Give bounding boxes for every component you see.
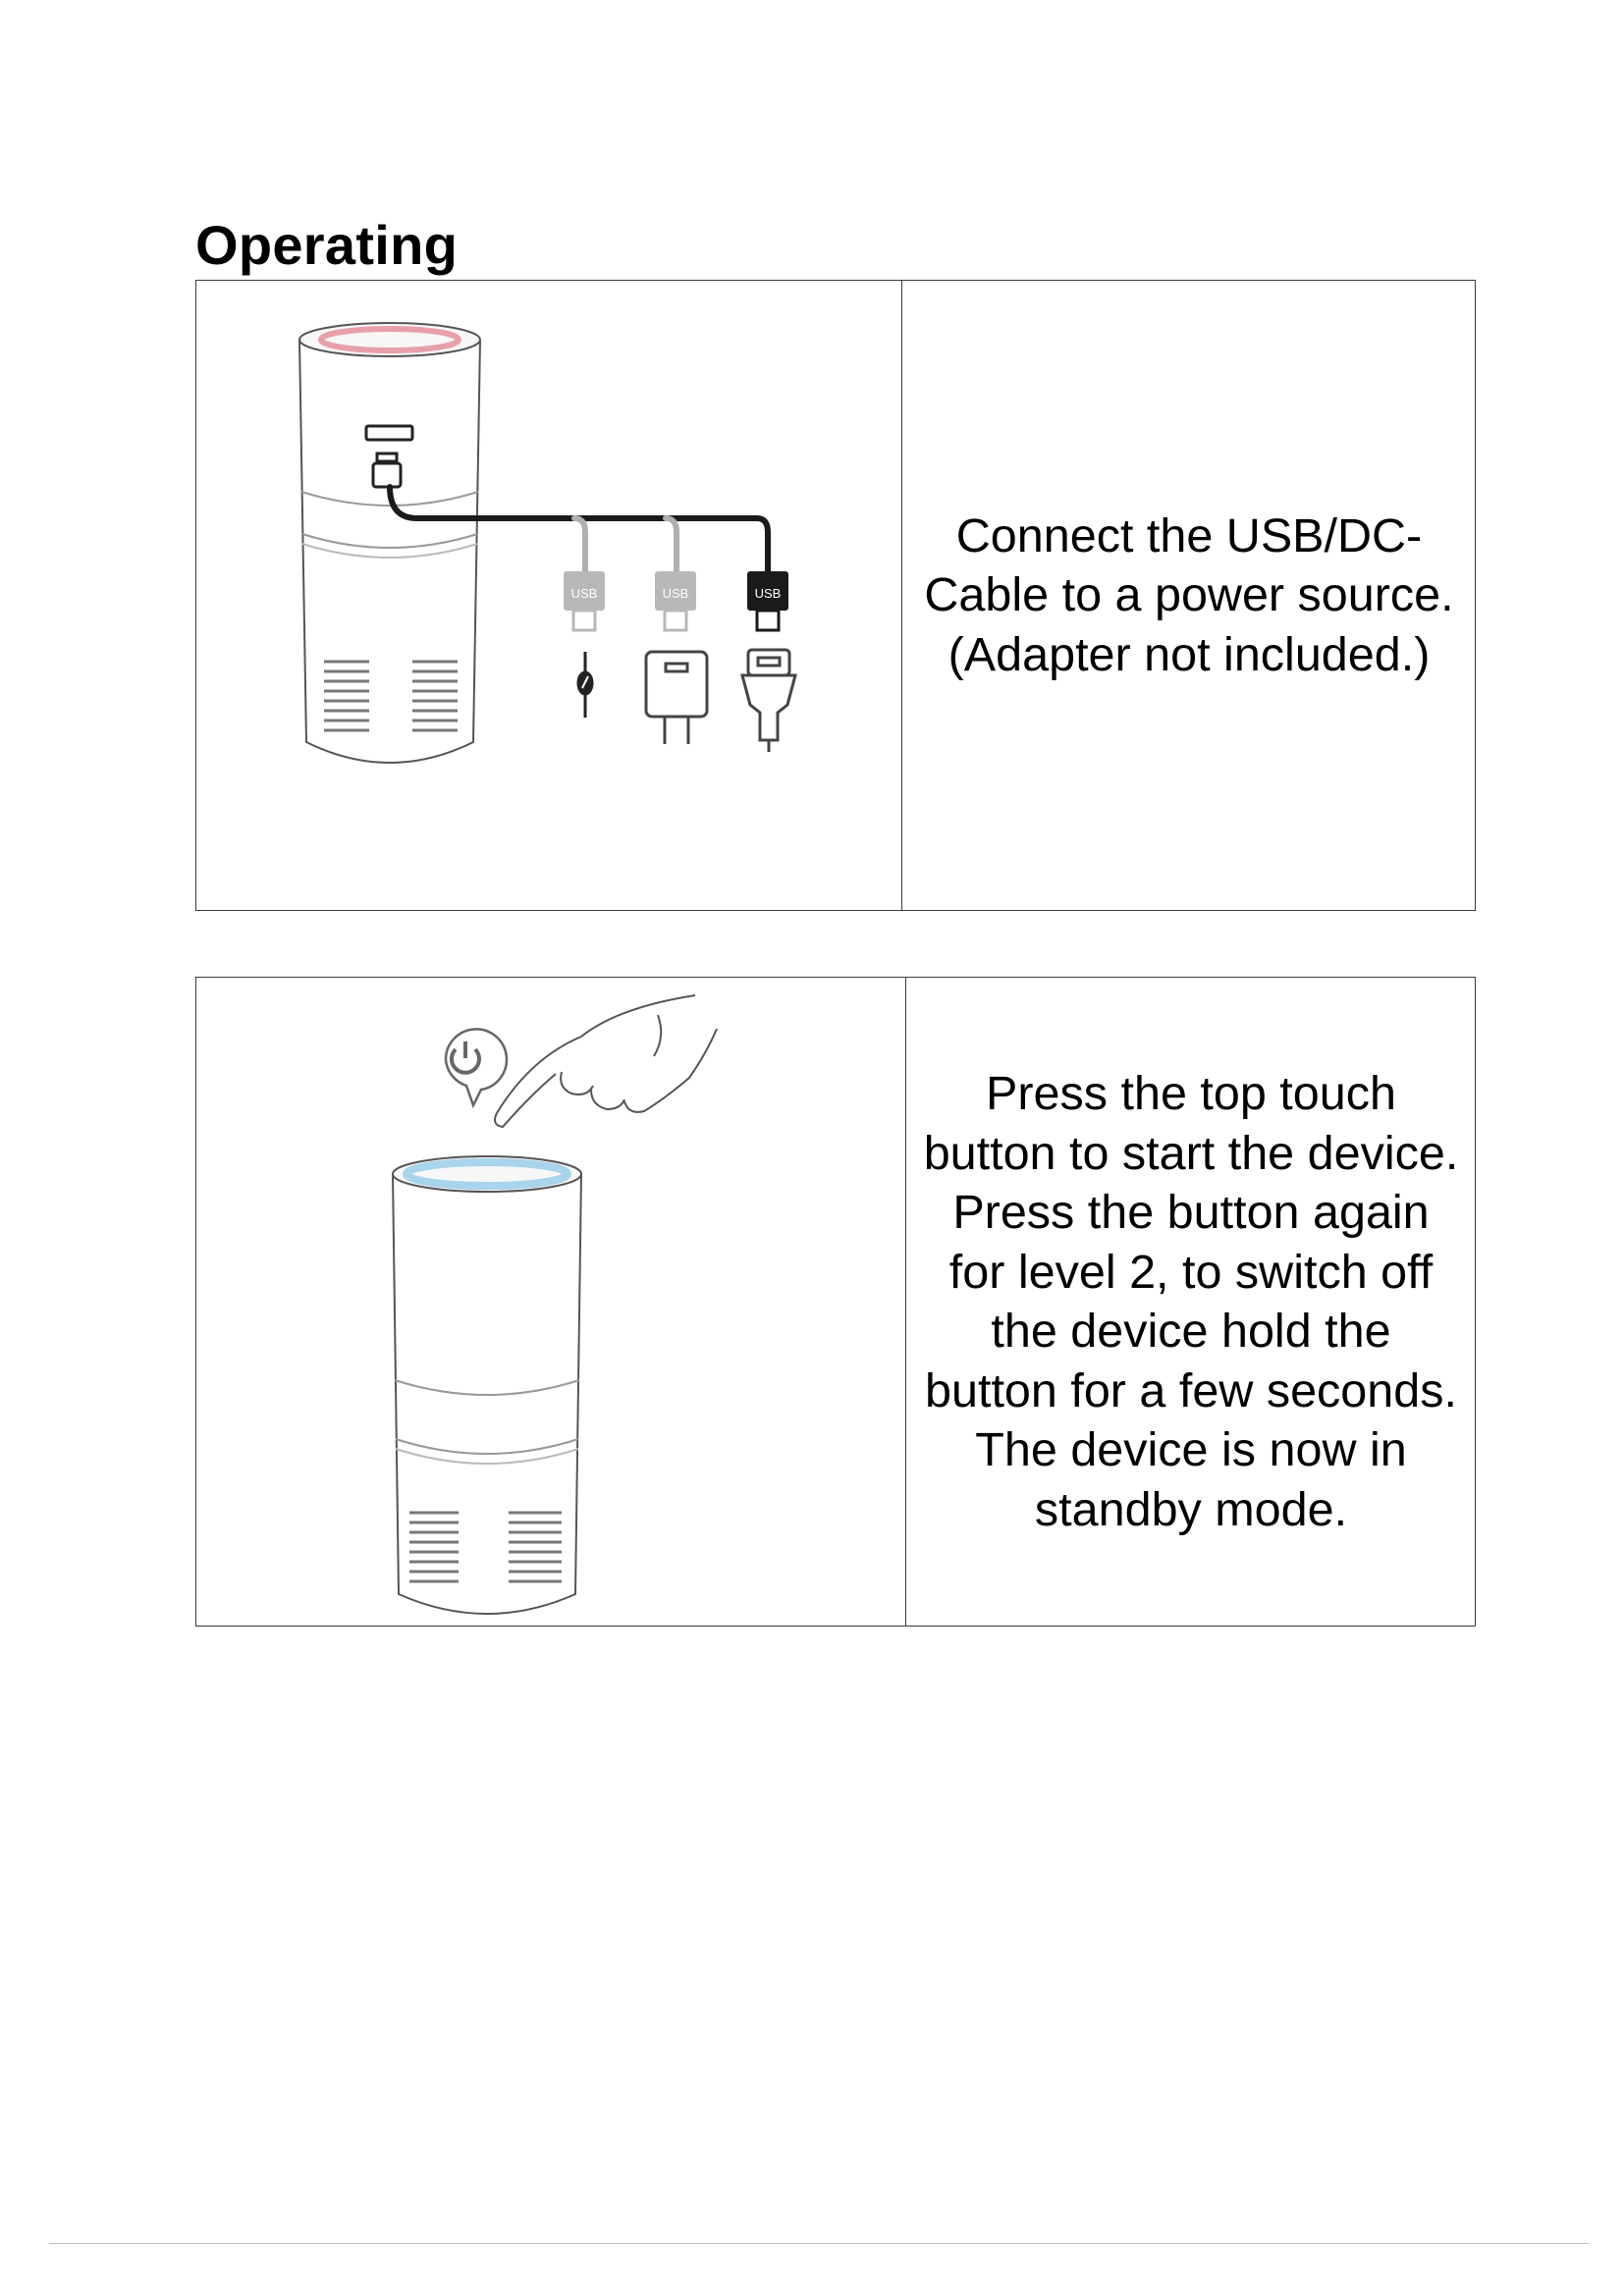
- step-2-box: [195, 977, 1476, 1627]
- usb-label: USB: [662, 586, 689, 601]
- step-1-illustration: [196, 281, 901, 910]
- usb-plug-icon: [747, 571, 788, 630]
- step-2-illustration: [196, 978, 905, 1626]
- step-2-text-line-2: Press the button again for level 2, to switch off the device hold the button for a few seconds. The device is now in standby mode.: [925, 1186, 1457, 1536]
- step-2-instruction: [907, 978, 1475, 1626]
- step-2-text-line-1: Press the top touch button to start the device.: [923, 1067, 1459, 1180]
- step-1-box: [195, 280, 1476, 911]
- column-divider: [905, 978, 906, 1626]
- usb-label: USB: [570, 586, 598, 601]
- finger-pressing-icon: [495, 995, 717, 1127]
- usb-label: USB: [754, 586, 782, 601]
- usb-plug-icon: [655, 571, 696, 630]
- footer-rule: [49, 2243, 1589, 2244]
- power-adapter-plug-icon: [578, 652, 592, 718]
- step-1-instruction: [903, 281, 1475, 910]
- air-purifier-device-icon: [393, 1156, 581, 1614]
- usb-wall-adapter-icon: [646, 652, 707, 744]
- step-1-text: Connect the USB/DC-Cable to a power source. (Adapter not included.): [924, 508, 1454, 681]
- usb-plug-icon: [564, 571, 605, 630]
- page-title: Operating: [195, 214, 459, 276]
- car-charger-adapter-icon: [742, 650, 795, 752]
- column-divider: [901, 281, 902, 910]
- air-purifier-device-icon: [299, 323, 480, 763]
- power-icon: [446, 1029, 507, 1105]
